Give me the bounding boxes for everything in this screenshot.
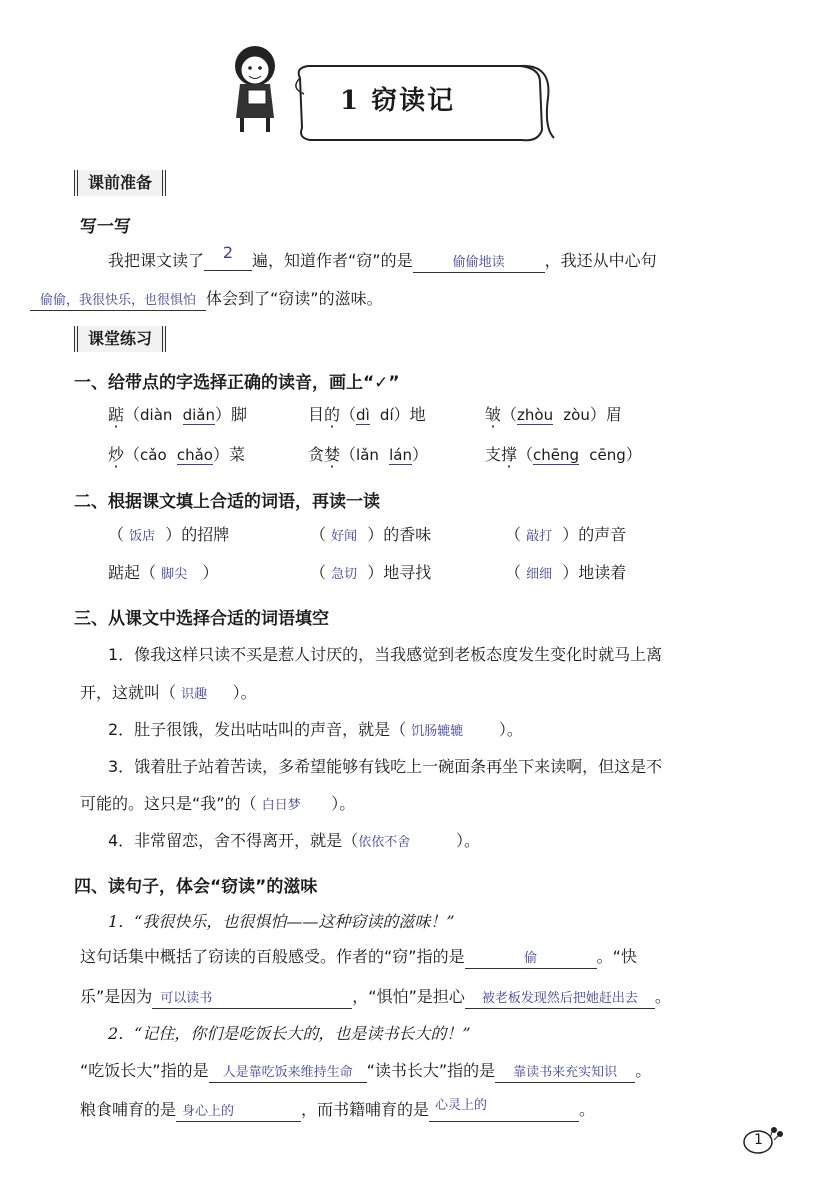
q1-char: 皱 <box>485 405 502 424</box>
q4-answer: 人是靠吃饭来维持生命 <box>222 1065 353 1080</box>
q1-char: 踮 <box>108 405 125 424</box>
q2-text: 的招牌 <box>181 525 230 544</box>
q4-answer: 靠读书来充实知识 <box>513 1065 618 1080</box>
q3-text: ）。 <box>455 831 480 850</box>
q1-char: 贪 <box>308 445 325 464</box>
write-line-1 <box>108 243 657 273</box>
answer-feeling-blank[interactable] <box>30 290 206 311</box>
pinyin-option[interactable]: cǎo <box>140 446 167 464</box>
q4-s2-line1 <box>80 1058 651 1083</box>
q4-s1-line1 <box>80 944 637 969</box>
q2-row1-item3: （ 敲打 ）的声音 <box>505 525 627 544</box>
answer-times: 2 <box>222 243 234 262</box>
q4-answer: 可以读书 <box>160 991 213 1006</box>
q4-title: 四、读句子，体会“窃读”的滋味 <box>74 877 318 897</box>
q3-item2 <box>108 717 523 740</box>
girl-reading-illustration <box>222 40 288 136</box>
q1-char: 支 <box>485 445 502 464</box>
q4-sentence-1: 1．“我很快乐，也很惧怕——这种窃读的滋味！” <box>108 912 455 931</box>
q1-char: 目 <box>308 405 325 424</box>
write-text-c: ，我还从中心句 <box>544 251 657 270</box>
q4-answer: 被老板发现然后把她赶出去 <box>481 991 638 1006</box>
page-number-badge <box>740 1122 784 1156</box>
q1-title: 一、给带点的字选择正确的读音，画上“✓” <box>74 373 400 393</box>
q4-answer: 身心上的 <box>182 1104 235 1119</box>
pinyin-option-selected[interactable]: chēng <box>533 446 580 464</box>
q4-text: ，而书籍哺育的是 <box>301 1100 430 1119</box>
q2-text: 的声音 <box>578 525 627 544</box>
q3-text: ）。 <box>331 794 356 813</box>
q4-answer: 心灵上的 <box>435 1098 488 1113</box>
page-number: 1 <box>754 1132 763 1148</box>
pinyin-option-selected[interactable]: dì <box>356 406 370 424</box>
q1-char-post: 菜 <box>228 445 245 464</box>
q3-item4 <box>108 828 480 851</box>
q2-text: 踮起 <box>108 563 141 582</box>
q1-char-post: 脚 <box>231 405 248 424</box>
q1-char: 炒 <box>108 445 125 464</box>
pinyin-option[interactable]: diàn <box>140 406 173 424</box>
q3-text: ）。 <box>232 683 257 702</box>
pinyin-option[interactable]: cēng <box>589 446 626 464</box>
q2-answer[interactable]: 敲打 <box>526 529 553 544</box>
q4-blank[interactable] <box>152 988 352 1009</box>
q4-text: 这句话集中概括了窃读的百般感受。作者的“窃”指的是 <box>80 947 465 966</box>
q3-text: 4．非常留恋，舍不得离开，就是（ <box>108 831 359 850</box>
q4-blank[interactable] <box>495 1062 635 1083</box>
q4-text: 粮食哺育的是 <box>80 1100 177 1119</box>
q3-item3-line1: 3．饿着肚子站着苦读，多希望能够有钱吃上一碗面条再坐下来读啊，但这是不 <box>108 757 663 776</box>
q4-text: “读书长大”指的是 <box>366 1061 496 1080</box>
write-text-a: 我把课文读了 <box>108 251 205 270</box>
q2-row1-item1: （ 饭店 ）的招牌 <box>108 525 230 544</box>
section-tag-pre-prep: 课前准备 <box>74 170 166 196</box>
q4-text: 。 <box>654 987 671 1006</box>
q4-text: 。 <box>579 1100 596 1119</box>
q1-item-5: 贪婪（lǎn lán） <box>308 445 428 464</box>
q1-item-3: 皱（zhòu zòu）眉 <box>485 405 622 424</box>
q1-item-6: 支撑（chēng cēng） <box>485 445 642 464</box>
q2-text: 的香味 <box>383 525 432 544</box>
q3-answer[interactable]: 白日梦 <box>261 798 301 813</box>
pinyin-option[interactable]: zòu <box>563 406 590 424</box>
answer-times-blank[interactable] <box>204 243 252 271</box>
q2-answer[interactable]: 好闻 <box>331 529 358 544</box>
q2-row2-item2: （ 急切 ）地寻找 <box>310 563 432 582</box>
q2-row1-item2: （ 好闻 ）的香味 <box>310 525 432 544</box>
q3-item1-line1: 1．像我这样只读不买是惹人讨厌的，当我感觉到老板态度发生变化时就马上离 <box>108 645 663 664</box>
q4-blank[interactable] <box>176 1101 301 1122</box>
q2-text: 地寻找 <box>383 563 432 582</box>
section-tag-class-practice: 课堂练习 <box>74 326 166 352</box>
q2-answer[interactable]: 饭店 <box>129 529 156 544</box>
pinyin-option[interactable]: dí <box>379 406 394 424</box>
q4-text: “吃饭长大”指的是 <box>80 1061 209 1080</box>
q1-item-2: 目的（dì dí）地 <box>308 405 426 424</box>
answer-meaning-blank[interactable] <box>413 252 545 273</box>
pinyin-option-selected[interactable]: lán <box>389 446 412 464</box>
q4-text: 乐”是因为 <box>80 987 153 1006</box>
q1-dotted-char: 婪 <box>324 445 341 464</box>
q3-text: ）。 <box>498 720 523 739</box>
q2-answer[interactable]: 细细 <box>526 567 553 582</box>
q3-answer[interactable]: 饥肠辘辘 <box>411 724 464 739</box>
pinyin-option-selected[interactable]: chǎo <box>176 446 213 464</box>
answer-meaning: 偷偷地读 <box>452 255 505 270</box>
q4-answer: 偷 <box>524 951 538 966</box>
pinyin-option-selected[interactable]: zhòu <box>517 406 554 424</box>
q3-answer[interactable]: 识趣 <box>181 687 208 702</box>
q1-char-post: 眉 <box>605 405 622 424</box>
q4-sentence-2: 2．“记住，你们是吃饭长大的，也是读书长大的！” <box>108 1024 471 1043</box>
pinyin-option-selected[interactable]: diǎn <box>182 406 215 424</box>
q3-title: 三、从课文中选择合适的词语填空 <box>74 609 329 629</box>
lesson-title: 1 窃读记 <box>340 86 456 116</box>
q2-row2-item1: 踮起（ 脚尖 ） <box>108 563 219 582</box>
q4-text: 。“快 <box>596 947 637 966</box>
pinyin-option[interactable]: lǎn <box>356 446 379 464</box>
q3-item1-line2 <box>80 680 257 703</box>
q4-text: 。 <box>635 1061 652 1080</box>
lesson-title-banner <box>290 58 530 148</box>
q4-blank[interactable] <box>465 988 655 1009</box>
q4-s2-line2 <box>80 1097 595 1122</box>
q3-answer[interactable]: 依依不舍 <box>358 835 411 850</box>
q1-char-post: 地 <box>409 405 426 424</box>
write-line-2 <box>30 286 383 311</box>
q4-text: ，“惧怕”是担心 <box>352 987 465 1006</box>
q3-text: 2．肚子很饿，发出咕咕叫的声音，就是（ <box>108 720 407 739</box>
q3-text: 可能的。这只是“我”的（ <box>80 794 257 813</box>
q3-item3-line2 <box>80 791 355 814</box>
q1-dotted-char: 的 <box>324 405 341 424</box>
q2-answer[interactable]: 脚尖 <box>161 567 188 582</box>
q2-row2-item3: （ 细细 ）地读着 <box>505 563 627 582</box>
q1-item-1: 踮（diàn diǎn）脚 <box>108 405 248 424</box>
answer-feeling: 偷偷，我很快乐，也很惧怕 <box>39 293 196 308</box>
write-text-d: 体会到了“窃读”的滋味。 <box>206 289 383 308</box>
q1-dotted-char: 撑 <box>501 445 518 464</box>
q4-blank[interactable] <box>209 1062 367 1083</box>
q4-blank[interactable] <box>429 1098 579 1122</box>
q4-blank[interactable] <box>465 948 597 969</box>
q2-text: 地读着 <box>578 563 627 582</box>
q2-title: 二、根据课文填上合适的词语，再读一读 <box>74 492 380 512</box>
write-text-b: 遍，知道作者“窃”的是 <box>252 251 413 270</box>
q1-item-4: 炒（cǎo chǎo）菜 <box>108 445 245 464</box>
write-heading: 写一写 <box>80 217 131 237</box>
q2-answer[interactable]: 急切 <box>331 567 358 582</box>
q4-s1-line2 <box>80 984 671 1009</box>
q3-text: 开，这就叫（ <box>80 683 177 702</box>
